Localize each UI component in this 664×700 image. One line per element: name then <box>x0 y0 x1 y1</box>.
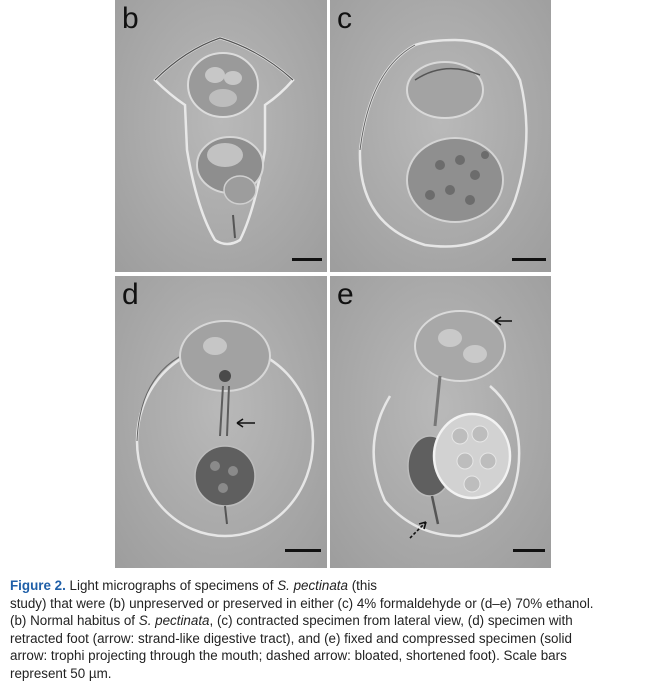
panel-c <box>330 0 551 272</box>
figure-label: Figure 2. <box>10 578 66 593</box>
species-name-2: S. pectinata <box>138 613 210 629</box>
species-name-1: S. pectinata <box>277 578 348 593</box>
panel-label-d: d <box>122 278 139 311</box>
specimen-d-drawing <box>115 276 327 568</box>
caption-line-2: study) that were (b) unpreserved or preserved in either (c) 4% formaldehyde or (d–e) 70% ethanol. <box>10 595 594 611</box>
scale-bar-e <box>513 549 545 552</box>
panel-e <box>330 276 551 568</box>
panel-label-c: c <box>337 2 352 35</box>
scale-bar-c <box>512 258 546 261</box>
scale-bar-b <box>292 258 322 261</box>
caption-line-4: retracted foot (arrow: strand-like digestive tract), and (e) fixed and compressed specimen (solid <box>10 630 572 646</box>
micrograph-figure <box>115 0 551 568</box>
scale-bar-d <box>285 549 321 552</box>
caption-line-5: arrow: trophi projecting through the mouth; dashed arrow: bloated, shortened foot). Scale bars <box>10 648 567 664</box>
figure-caption <box>10 577 658 683</box>
caption-text-1b: (this <box>351 578 377 593</box>
caption-line-1 <box>10 577 658 595</box>
specimen-e-drawing <box>330 276 551 568</box>
panel-d <box>115 276 327 568</box>
caption-line-3 <box>10 612 658 630</box>
caption-text-3b: , (c) contracted specimen from lateral view, (d) specimen with <box>209 613 573 629</box>
panel-label-e: e <box>337 278 354 311</box>
caption-text-1a: Light micrographs of specimens of <box>69 578 274 593</box>
specimen-c-drawing <box>330 0 551 272</box>
panel-b <box>115 0 327 272</box>
specimen-b-drawing <box>115 0 327 272</box>
panel-label-b: b <box>122 2 139 35</box>
caption-text-3a: (b) Normal habitus of <box>10 613 136 629</box>
caption-line-6: represent 50 µm. <box>10 665 112 681</box>
